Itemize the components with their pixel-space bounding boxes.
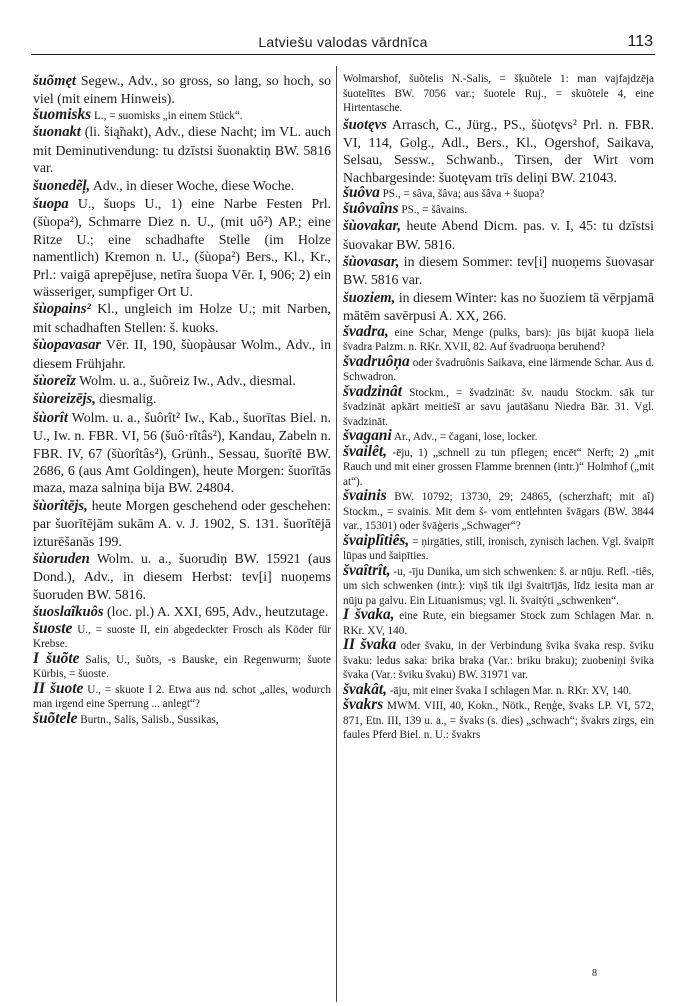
entry-text: heute Morgen geschehend oder geschehen: par šuorītējām sukām A. v. J. 1902, S. 131. šuorītējā izturēšanās 199. xyxy=(33,497,331,549)
entry-text: L., = suomisks „in einem Stück“. xyxy=(91,109,243,122)
entry-text: PS., = šâvains. xyxy=(398,203,468,216)
entry-text: Segew., Adv., so gross, so lang, so hoch, so viel (mit einem Hinweis). xyxy=(33,73,331,107)
page-number: 113 xyxy=(627,33,653,50)
entry-text: diesmalig. xyxy=(95,391,157,407)
column-divider xyxy=(336,66,337,1002)
dictionary-entry xyxy=(343,489,654,534)
entry-headword: šuôvaîns xyxy=(343,199,399,217)
entry-headword: švadruôņa xyxy=(343,352,410,370)
entry-headword: švagani xyxy=(343,427,392,445)
entry-text: Wolmarshof, šuõtelis N.-Salis, = šķuõtele 1: man vajfajdzēja šuotelītes BW. 7056 var.; šuotele Ruj., = skuõtele 4, eine Hirtentasche. xyxy=(343,73,654,114)
entry-headword: šùoreĩz xyxy=(33,373,76,389)
entry-text: (li. šią̃nakt), Adv., diese Nacht; im VL. auch mit Deminutivendung: tu dzīstsi šuonaktiņ BW. 5816 var. xyxy=(33,124,331,176)
entry-headword: šùoruden xyxy=(33,551,90,568)
dictionary-entry xyxy=(343,638,654,683)
dictionary-entry xyxy=(343,531,654,564)
entry-headword: švadzinât xyxy=(343,382,403,400)
entry-text: Salis, U., šuõts, -s Bauske, ein Regenwurm; šuote Kürbis, = šuoste. xyxy=(33,653,331,681)
entry-text: oder švaku, in der Verbindung švika švaka resp. šviku švaku: ledus saka: brika braka (Var.: briku braku); zuobeniņi švika švaka (Var.: šviku švaku) BW. 31971 var. xyxy=(343,640,655,682)
dictionary-entry xyxy=(33,72,331,108)
left-column xyxy=(33,72,331,727)
entry-headword: šùoreizējs, xyxy=(33,391,96,408)
dictionary-entry xyxy=(33,709,331,728)
entry-text: Wolm. u. a., šuôrît² Iw., Kab., šuorītas Biel. n. U., Iw. n. FBR. VI, 56 (šuô·rîtâs²), Kandau, Zabeln n. FBR. IV, 67 (šùorîtâs²), Grünh., Sessau, šuorītē BW. 2686, 6 (aus Amt Goldingen), heute Morgen: šuorītās maza, maza salniņa bija BW. 24804. xyxy=(33,409,331,496)
entry-text: U., = skuote I 2. Etwa aus nd. schot „alles, wodurch man irgend eine Sperrung ... anlegt“? xyxy=(33,683,332,711)
entry-text: -āju, mit einer švaka I schlagen Mar. n. RKr. XV, 140. xyxy=(387,684,632,697)
entry-text: Wolm. u. a., šuõreiz Iw., Adv., diesmal. xyxy=(75,373,296,388)
entry-text: Arrasch, C., Jürg., PS., šùotęvs² Prl. n. FBR. VI, 114, Golg., Adl., Bers., Kl., Ogershof, Saikava, Selsau, Sessw., Schwanb., Tirsen, der Wirt vom Nachbargesinde: šuotęvam trīs deliņi BW. 21043. xyxy=(343,116,654,185)
dictionary-entry xyxy=(33,649,331,682)
entry-text: in diesem Winter: kas no šuoziem tā vērpjamā mātēm savērpusi A. XX, 266. xyxy=(343,289,654,324)
dictionary-entry xyxy=(343,429,654,445)
signature-mark: 8 xyxy=(592,968,597,979)
dictionary-entry xyxy=(343,289,654,325)
entry-text: Stockm., = švadzināt: šv. naudu Stockm. sāk tur švadzināt apkārt meitiešī ar savu jautāšanu Niedra Bār. 31. Vgl. švadzināt. xyxy=(343,386,654,428)
entry-text: MWM. VIII, 40, Kokn., Nötk., Reņģe, švaks LP. VI, 572, 871, Etn. III, 139 u. a., = švaks (s. dies) „schwach“; švakrs zirgs, ein faules Pferd Biel. n. U.: švakrs xyxy=(343,700,654,742)
entry-headword: šuoste xyxy=(33,619,73,637)
dictionary-entry xyxy=(343,382,654,430)
entry-text: Kl., ungleich im Holze U.; mit Narben, mit schadhaften Stellen: š. kuoks. xyxy=(33,301,331,335)
dictionary-entry xyxy=(343,680,654,699)
dictionary-entry xyxy=(343,116,654,187)
entry-text: in diesem Sommer: tev[i] nuoņems šuovasar BW. 5816 var. xyxy=(343,253,654,288)
dictionary-entry xyxy=(33,390,331,408)
entry-text: -ēju, 1) „schnell zu tun pflegen; encēt“ Nerft; 2) „mit Rauch und mit einer grossen Flamme brennen (intr.)“ Holmhof („mit at“). xyxy=(343,446,654,488)
dictionary-entry xyxy=(343,561,654,609)
dictionary-entry xyxy=(33,497,331,550)
entry-headword: švaiplîtiês, xyxy=(343,531,410,549)
entry-headword: švakrs xyxy=(343,696,384,714)
dictionary-entry xyxy=(343,72,654,116)
entry-headword: švailêt, xyxy=(343,442,388,460)
entry-text: U., šuops U., 1) eine Narbe Festen Prl. (šùopa²), Schmarre Diez n. U., (mit uô²) AP.; eine Ritze U.; eine schadhafte Stelle (im Holze namentlich) Kremon n. U., (šùopa²) Bers., Kl., Kr., Prl.: vaigā aprepējuse, netīra šuopa Vēr. I, 906; 2) ein wässeriger, sumpfiger Ort U. xyxy=(33,195,331,299)
dictionary-entry xyxy=(33,177,331,195)
dictionary-entry xyxy=(343,217,654,253)
dictionary-entry xyxy=(343,442,654,490)
entry-headword: šuonakt xyxy=(33,124,81,141)
entry-headword: šuonedẽļ, xyxy=(33,177,91,194)
entry-text: heute Abend Dicm. pas. v. I, 45: tu dzīstsi šuovakar BW. 5816. xyxy=(343,218,654,252)
dictionary-entry xyxy=(33,619,331,652)
dictionary-entry xyxy=(343,322,654,355)
entry-text: = ņirgāties, still, ironisch, zynisch lachen. Vgl. švaipīt lūpas und šaipīties. xyxy=(343,535,654,563)
entry-text: oder švadruônis Saikava, eine lärmende Schar. Aus d. Schwadron. xyxy=(343,356,654,384)
entry-headword: švakât, xyxy=(343,680,388,698)
dictionary-entry xyxy=(343,608,654,638)
entry-headword: šuomisks xyxy=(33,105,92,123)
dictionary-entry xyxy=(33,603,331,621)
entry-headword: švainis xyxy=(343,487,387,505)
entry-text: PS., = sâva, šâva; aus šâva + šuopa? xyxy=(379,188,545,201)
dictionary-entry xyxy=(33,409,331,497)
page-header xyxy=(31,32,655,55)
entry-headword: I šuõte xyxy=(33,649,80,667)
entry-headword: šuotęvs xyxy=(343,116,387,133)
dictionary-title: Latviešu valodas vārdnīca xyxy=(258,34,428,50)
dictionary-entry xyxy=(343,253,654,289)
entry-text: eine Rute, ein biegsamer Stock zum Schlagen Mar. n. RKr. XV, 140. xyxy=(343,610,654,637)
entry-text: Ar., Adv., = čagani, lose, locker. xyxy=(391,431,538,444)
entry-headword: švadra, xyxy=(343,322,389,340)
entry-headword: II švaka xyxy=(343,636,397,654)
entry-text: eine Schar, Menge (pulks, bars): jūs bijāt kuopā liela švadra Palzm. n. RKr. XVII, 82. Auf švadruoņa beruhend? xyxy=(343,326,654,354)
entry-text: -u, -īju Dunika, um sich schwenken: š. ar nūju. Refl. -tiês, um sich schwenken (intr.): viņš tik ilgi švaitrījās, līdz iesita man ar nūju pa galvu. Ein Lituanismus; vgl. li. švaitýti „schwenken“. xyxy=(343,565,654,607)
dictionary-entry xyxy=(33,300,331,336)
entry-headword: I švaka, xyxy=(343,606,395,624)
entry-headword: šùorît xyxy=(33,409,68,426)
entry-headword: švaîtrît, xyxy=(343,561,391,579)
entry-headword: šuoslaĩkuôs xyxy=(33,604,104,621)
entry-text: Adv., in dieser Woche, diese Woche. xyxy=(90,177,295,193)
entry-headword: II šuote xyxy=(33,679,84,697)
entry-text: Burtn., Salis, Salisb., Sussikas, xyxy=(77,713,219,726)
entry-text: BW. 10792; 13730, 29; 24865, (scherzhaft; mit aî) Stockm., = svainis. Mit dem š- vom entlehnten švāgars (BW. 3844 var., 15301) oder švāģeris „Schwager“? xyxy=(343,491,654,533)
dictionary-entry xyxy=(33,679,332,712)
entry-headword: šùovakar, xyxy=(343,218,401,235)
entry-headword: šùopains² xyxy=(33,301,91,318)
entry-headword: šùovasar, xyxy=(343,253,400,270)
entry-text: U., = suoste II, ein abgedeckter Frosch als Köder für Krebse. xyxy=(33,623,331,651)
dictionary-entry xyxy=(33,336,331,372)
entry-headword: šuõtele xyxy=(33,709,78,727)
entry-headword: šuõmęt xyxy=(33,73,76,89)
dictionary-entry xyxy=(343,199,654,218)
right-column xyxy=(343,72,654,743)
entry-headword: šuoziem, xyxy=(343,289,396,306)
entry-headword: šuôva xyxy=(343,184,380,202)
dictionary-entry xyxy=(33,195,331,300)
dictionary-entry xyxy=(33,372,331,390)
entry-text: Wolm. u. a., šuorudiņ BW. 15921 (aus Dond.), Adv., in diesem Herbst: tev[i] nuoņems šuoruden BW. 5816. xyxy=(33,551,331,602)
entry-headword: šuopa xyxy=(33,195,69,212)
entry-headword: šùorîtējs, xyxy=(33,497,88,514)
entry-text: Vēr. II, 190, šùopàusar Wolm., Adv., in diesem Frühjahr. xyxy=(33,337,331,371)
dictionary-entry xyxy=(343,698,654,743)
dictionary-entry xyxy=(33,105,331,124)
entry-text: (loc. pl.) A. XXI, 695, Adv., heutzutage. xyxy=(103,604,329,620)
dictionary-entry xyxy=(343,352,654,385)
dictionary-entry xyxy=(33,550,331,603)
entry-headword: šùopavasar xyxy=(33,337,102,354)
dictionary-entry xyxy=(33,123,331,176)
